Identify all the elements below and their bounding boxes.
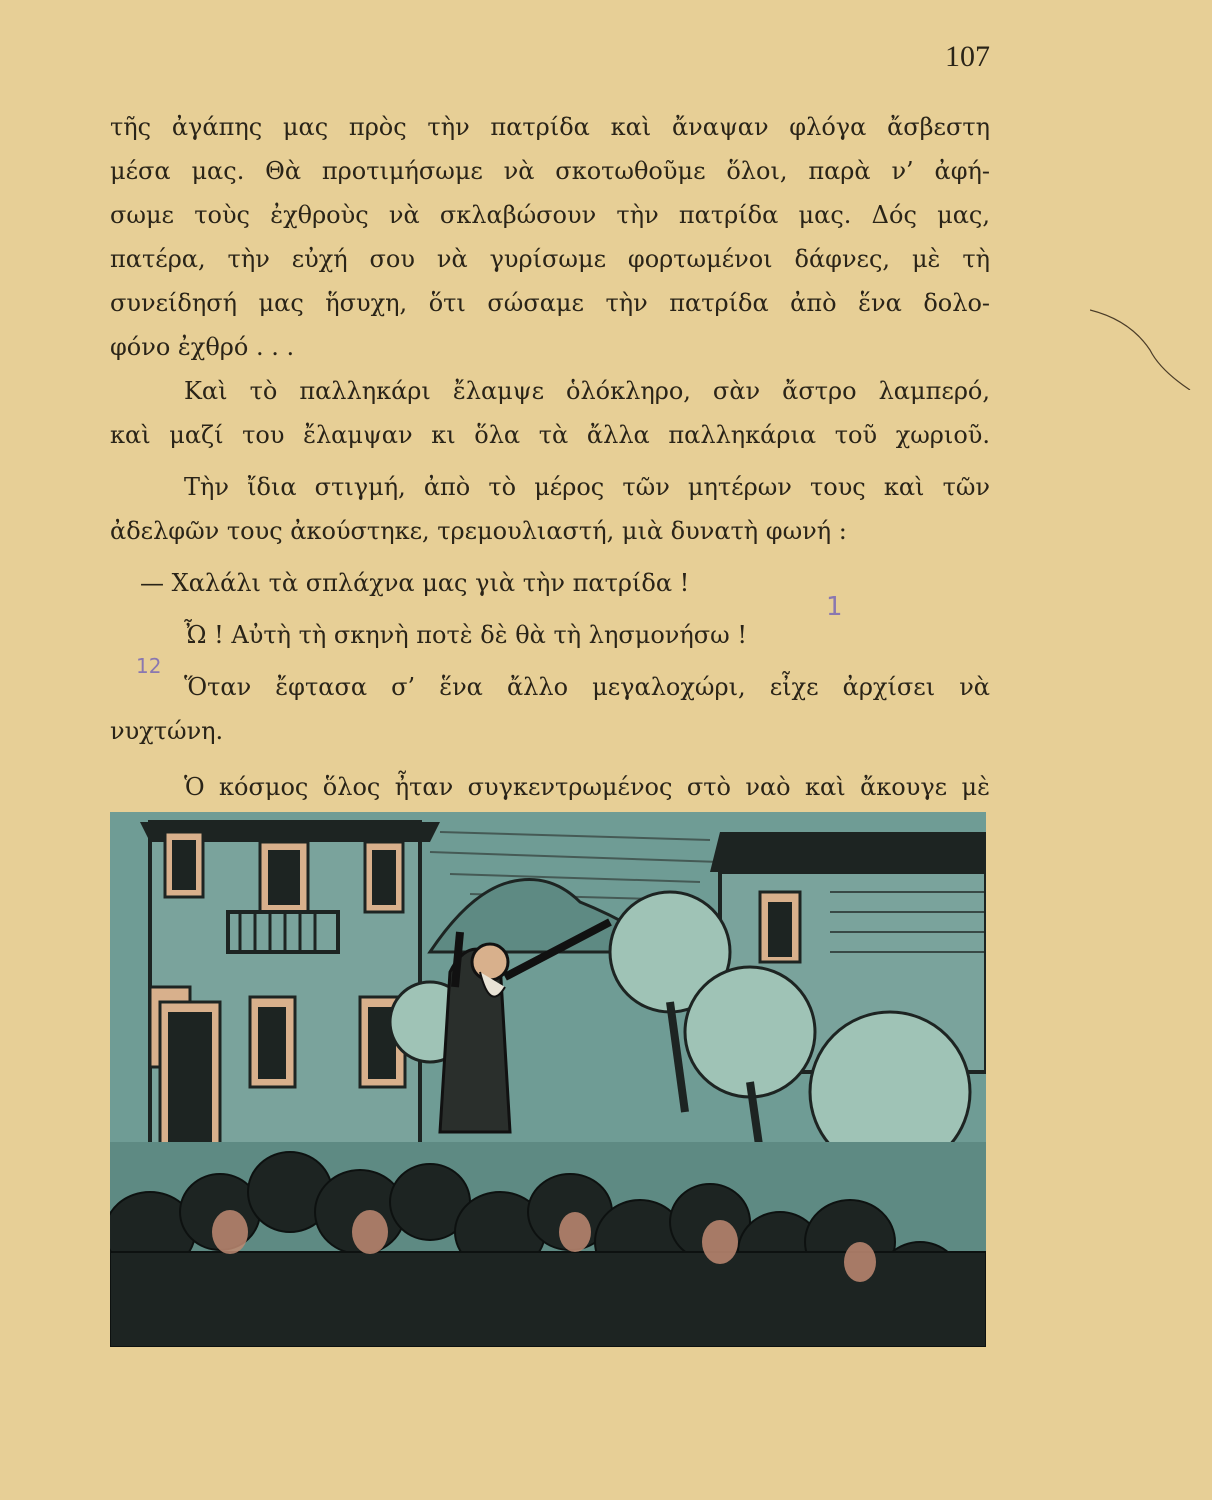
text-line: Ὅταν ἔφτασα σ’ ἕνα ἄλλο μεγαλοχώρι, εἶχε ἀρχίσει νὰ [184, 673, 990, 701]
text-line: τῆς ἀγάπης μας πρὸς τὴν πατρίδα καὶ ἄναψαν φλόγα ἄσβεστη [110, 113, 990, 141]
text-line: καὶ μαζί του ἔλαμψαν κι ὅλα τὰ ἄλλα παλληκάρια τοῦ χωριοῦ. [110, 421, 990, 449]
text-line: μέσα μας. Θὰ προτιμήσωμε νὰ σκοτωθοῦμε ὅλοι, παρὰ ν’ ἀφή- [110, 157, 990, 185]
text-line: συνείδησή μας ἥσυχη, ὅτι σώσαμε τὴν πατρίδα ἀπὸ ἕνα δολο- [110, 289, 990, 317]
text-line: νυχτώνη. [110, 717, 224, 745]
text-line: φόνο ἐχθρό . . . [110, 333, 295, 361]
illustration [110, 812, 986, 1347]
text-line: σωμε τοὺς ἐχθροὺς νὰ σκλαβώσουν τὴν πατρίδα μας. Δός μας, [110, 201, 990, 229]
pencil-mark: 12 [136, 654, 162, 678]
village-scene-image [110, 812, 986, 1347]
page-number: 107 [945, 40, 990, 73]
text-line: ἀδελφῶν τους ἀκούστηκε, τρεμουλιαστή, μιὰ δυνατὴ φωνή : [110, 517, 847, 545]
body-text [110, 105, 990, 809]
text-line: Καὶ τὸ παλληκάρι ἔλαμψε ὁλόκληρο, σὰν ἄστρο λαμπερό, [184, 377, 990, 405]
text-line: Ὁ κόσμος ὅλος ἦταν συγκεντρωμένος στὸ ναὸ καὶ ἄκουγε μὲ [184, 773, 990, 801]
pencil-mark: 1 [826, 592, 843, 622]
text-line: Τὴν ἴδια στιγμή, ἀπὸ τὸ μέρος τῶν μητέρων τους καὶ τῶν [184, 473, 990, 501]
page-fold-line [1090, 300, 1212, 390]
text-line: — Χαλάλι τὰ σπλάχνα μας γιὰ τὴν πατρίδα ! [140, 569, 690, 597]
text-line: πατέρα, τὴν εὐχή σου νὰ γυρίσωμε φορτωμένοι δάφνες, μὲ τὴ [110, 245, 990, 273]
text-line: Ὦ ! Αὐτὴ τὴ σκηνὴ ποτὲ δὲ θὰ τὴ λησμονήσω ! [184, 621, 748, 649]
